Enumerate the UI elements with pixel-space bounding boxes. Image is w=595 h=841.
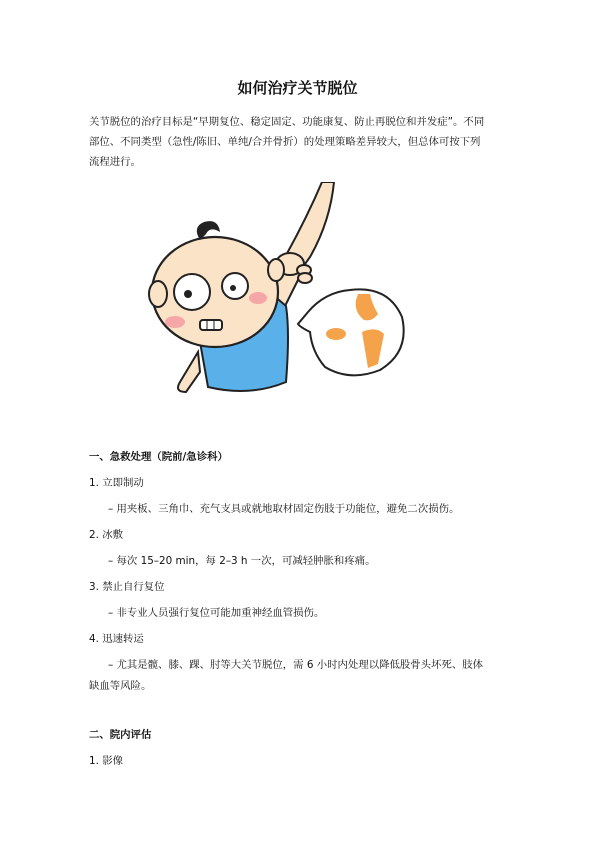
section-heading: 一、急救处理（院前/急诊科） <box>89 451 228 463</box>
list-item-detail: – 尤其是髋、膝、踝、肘等大关节脱位，需 6 小时内处理以降低股骨头坏死、肢体 <box>108 659 483 671</box>
list-item-title: 2. 冰敷 <box>89 529 123 541</box>
pupil <box>230 285 236 291</box>
child-lower-arm <box>178 352 200 392</box>
ear <box>149 281 167 307</box>
list-item-title: 4. 迅速转运 <box>89 633 144 645</box>
intro-paragraph <box>89 112 509 172</box>
list-item-detail: – 每次 15–20 min，每 2–3 h 一次，可减轻肿胀和疼痛。 <box>108 555 376 567</box>
intro-line: 部位、不同类型（急性/陈旧、单纯/合并骨折）的处理策略差异较大，但总体可按下列 <box>89 136 481 148</box>
list-item-detail: – 非专业人员强行复位可能加重神经血管损伤。 <box>108 607 325 619</box>
list-item-title: 1. 影像 <box>89 755 123 767</box>
eye <box>174 274 210 310</box>
mouth <box>200 320 222 330</box>
list-item-detail-cont: 缺血等风险。 <box>89 680 152 692</box>
pupil <box>184 290 192 298</box>
joint-bone <box>326 328 346 340</box>
list-item-title: 1. 立即制动 <box>89 477 144 489</box>
page-title: 如何治疗关节脱位 <box>237 79 358 97</box>
intro-line: 流程进行。 <box>89 156 141 168</box>
list-item-title: 3. 禁止自行复位 <box>89 581 165 593</box>
cheek <box>165 316 185 328</box>
section-heading: 二、院内评估 <box>89 729 152 741</box>
list-item-detail: – 用夹板、三角巾、充气支具或就地取材固定伤肢于功能位，避免二次损伤。 <box>108 503 460 515</box>
speech-bubble <box>298 289 404 375</box>
ear <box>268 259 284 281</box>
intro-line: 关节脱位的治疗目标是“早期复位、稳定固定、功能康复、防止再脱位和并发症”。不同 <box>89 116 485 128</box>
dislocation-illustration <box>140 182 440 412</box>
cheek <box>249 292 267 304</box>
